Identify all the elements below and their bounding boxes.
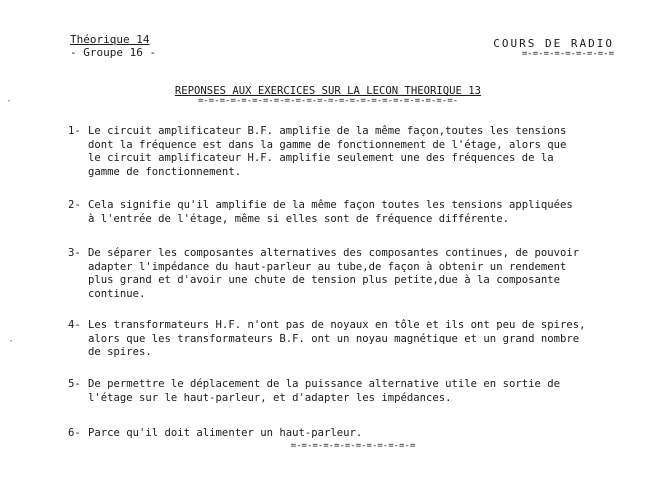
answer-line: Le circuit amplificateur B.F. amplifie de la même façon,toutes les tensions [88, 125, 567, 137]
answer-line: dont la fréquence est dans la gamme de fonctionnement de l'étage, alors que [88, 138, 567, 151]
answer-3 [68, 247, 628, 301]
answer-number: 6- [68, 427, 81, 439]
answer-4 [68, 319, 628, 360]
answer-5 [68, 378, 628, 405]
answer-number: 5- [68, 378, 81, 390]
margin-mark: · [8, 336, 15, 347]
header-right [493, 37, 614, 58]
course-title: COURS DE RADIO [493, 37, 614, 50]
answer-2 [68, 199, 628, 226]
answer-line: De séparer les composantes alternatives des composantes continues, de pouvoir [88, 247, 580, 259]
answer-number: 3- [68, 247, 81, 259]
answer-line: Les transformateurs H.F. n'ont pas de noyaux en tôle et ils ont peu de spires, [88, 319, 586, 331]
margin-mark: · [6, 96, 13, 107]
answer-line: l'étage sur le haut-parleur, et d'adapter les impédances. [88, 391, 452, 404]
page-title: REPONSES AUX EXERCICES SUR LA LECON THEORIQUE 13 [174, 85, 482, 97]
answer-line: De permettre le déplacement de la puissance alternative utile en sortie de [88, 378, 560, 390]
answer-line: gamme de fonctionnement. [88, 165, 242, 178]
group-number: - Groupe 16 - [70, 46, 157, 59]
footer-decoration: =-=-=-=-=-=-=-=-=-=-=-= [290, 441, 416, 451]
answer-line: à l'entrée de l'étage, même si elles sont de fréquence différente. [88, 212, 509, 225]
lesson-number: Théorique 14 [70, 33, 150, 46]
answer-line: plus grand et d'avoir une chute de tension plus petite,due à la composante [88, 274, 560, 287]
answer-line: de spires. [88, 346, 152, 359]
page-title-block [0, 85, 656, 105]
answer-6 [68, 427, 628, 441]
course-title-decoration: =-=-=-=-=-=-=-=-= [521, 49, 614, 59]
answer-number: 2- [68, 199, 81, 211]
page-title-decoration: =-=-=-=-=-=-=-=-=-=-=-=-=-=-=-=-=-=-=-=-=-=-=-=- [197, 96, 459, 106]
answer-line: continue. [88, 287, 146, 300]
header-left [70, 33, 156, 59]
answer-line: Parce qu'il doit alimenter un haut-parleur. [88, 427, 363, 439]
answer-number: 1- [68, 125, 81, 137]
answer-number: 4- [68, 319, 81, 331]
answer-line: le circuit amplificateur H.F. amplifie seulement une des fréquences de la [88, 152, 554, 165]
answer-line: alors que les transformateurs B.F. ont un noyau magnétique et un grand nombre [88, 332, 580, 345]
answer-line: Cela signifie qu'il amplifie de la même façon toutes les tensions appliquées [88, 199, 573, 211]
answer-1 [68, 125, 628, 179]
answer-line: adapter l'impédance du haut-parleur au tube,de façon à obtenir un rendement [88, 260, 567, 273]
